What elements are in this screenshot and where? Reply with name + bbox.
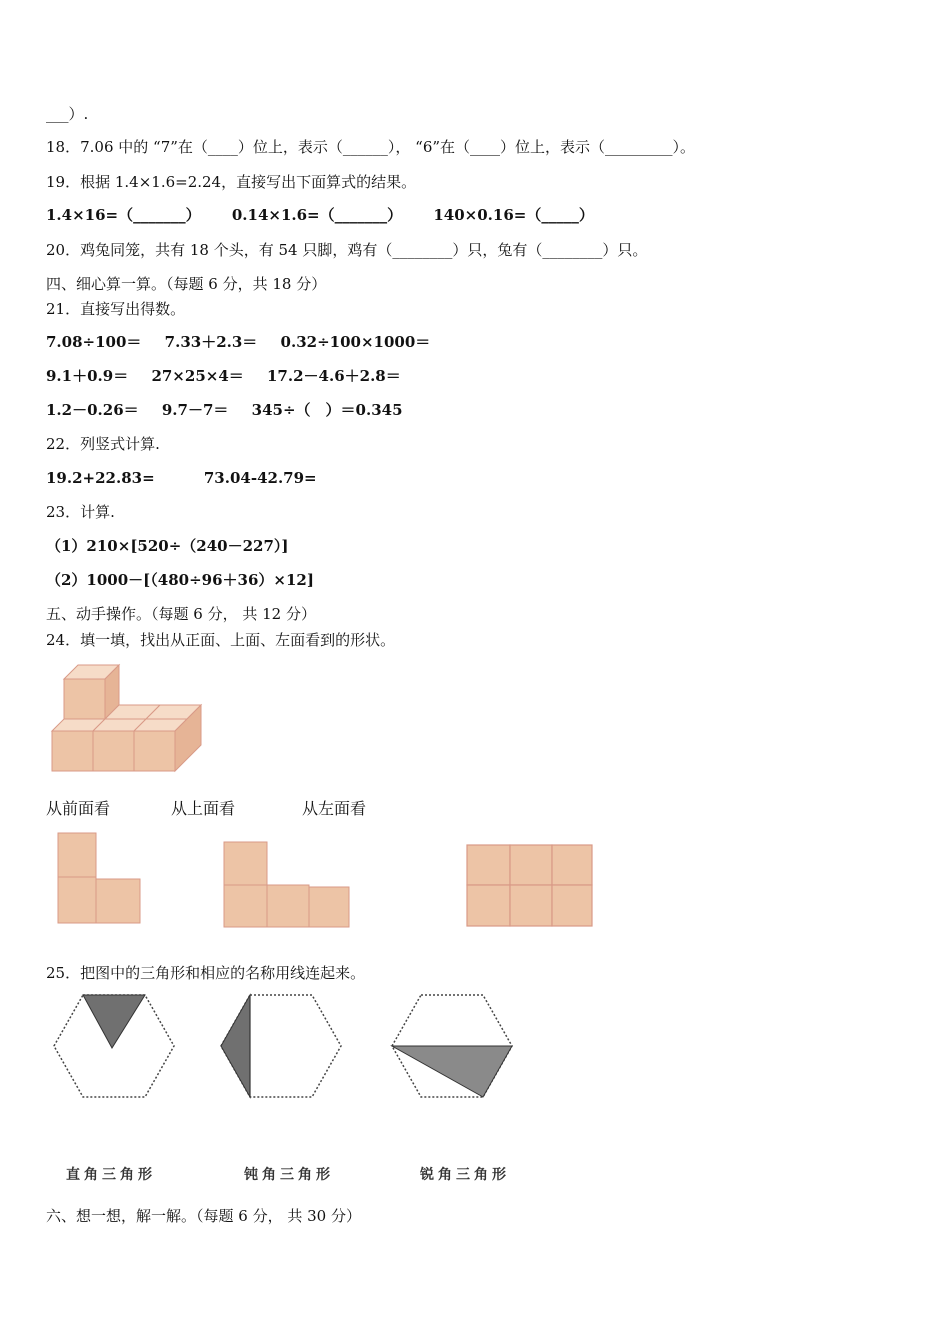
q21-row-3 <box>46 400 403 420</box>
hexagon-figure-2 <box>217 990 347 1104</box>
view-shape-1 <box>55 830 145 927</box>
label-acute-triangle: 锐角三角形 <box>420 1167 510 1183</box>
label-top-view: 从上面看 <box>171 799 236 818</box>
q19-item-a: 1.4×16=（_______） <box>46 206 201 224</box>
hexagon-figure-1 <box>50 990 180 1104</box>
q21-r2-a: 9.1＋0.9＝ <box>46 367 129 385</box>
q23-item-1: （1）210×[520÷（240－227）] <box>46 537 289 555</box>
q22-item-a: 19.2+22.83= <box>46 469 155 487</box>
label-right-triangle: 直角三角形 <box>66 1167 156 1183</box>
cube-front-face <box>52 731 93 771</box>
q19-item-b: 0.14×1.6=（_______） <box>231 206 403 224</box>
q21-r1-a: 7.08÷100＝ <box>46 333 142 351</box>
question-19: 19．根据 1.4×1.6=2.24，直接写出下面算式的结果。 <box>46 173 417 191</box>
hexagon-figure-3 <box>388 990 518 1104</box>
q21-r3-c: 345÷（ ）＝0.345 <box>251 401 403 419</box>
q19-item-c: 140×0.16=（_____） <box>433 206 594 224</box>
section-5-heading: 五、动手操作。（每题 6 分， 共 12 分） <box>46 605 316 623</box>
label-front-view: 从前面看 <box>46 799 111 818</box>
q21-r3-a: 1.2－0.26＝ <box>46 401 139 419</box>
section-4-heading: 四、细心算一算。（每题 6 分，共 18 分） <box>46 275 327 293</box>
shaded-triangle <box>221 995 250 1097</box>
q21-row-2 <box>46 366 401 386</box>
q22-item-b: 73.04-42.79= <box>203 469 317 487</box>
view-shape-2 <box>220 840 354 930</box>
question-21: 21．直接写出得数。 <box>46 300 186 318</box>
label-obtuse-triangle: 钝角三角形 <box>244 1167 334 1183</box>
question-24: 24．填一填，找出从正面、上面、左面看到的形状。 <box>46 631 396 649</box>
question-20: 20．鸡兔同笼，共有 18 个头，有 54 只脚，鸡有（________）只，兔有（________）只。 <box>46 241 648 259</box>
q21-r2-c: 17.2－4.6＋2.8＝ <box>267 367 401 385</box>
question-22: 22．列竖式计算. <box>46 435 160 453</box>
question-18: 18．7.06 中的 “7”在（____）位上，表示（______）， “6”在（____）位上，表示（_________）。 <box>46 138 696 156</box>
q21-r1-c: 0.32÷100×1000＝ <box>280 333 431 351</box>
cube-front-face <box>64 679 105 719</box>
cube-front-face <box>134 731 175 771</box>
q21-row-1 <box>46 332 430 352</box>
q21-r3-b: 9.7－7＝ <box>161 401 229 419</box>
question-25: 25．把图中的三角形和相应的名称用线连起来。 <box>46 964 366 982</box>
blank-continuation: ___）. <box>46 105 89 123</box>
label-left-view: 从左面看 <box>302 799 367 818</box>
q21-r1-b: 7.33＋2.3＝ <box>164 333 258 351</box>
q21-r2-b: 27×25×4＝ <box>151 367 244 385</box>
q22-items <box>46 468 317 488</box>
section-6-heading: 六、想一想，解一解。（每题 6 分， 共 30 分） <box>46 1207 361 1225</box>
question-23: 23．计算. <box>46 503 115 521</box>
question-19-items <box>46 205 594 225</box>
cube-front-face <box>93 731 134 771</box>
cube-arrangement-figure <box>50 660 205 775</box>
view-shape-3 <box>464 842 596 930</box>
q23-item-2: （2）1000－[（480÷96＋36）×12] <box>46 571 314 589</box>
